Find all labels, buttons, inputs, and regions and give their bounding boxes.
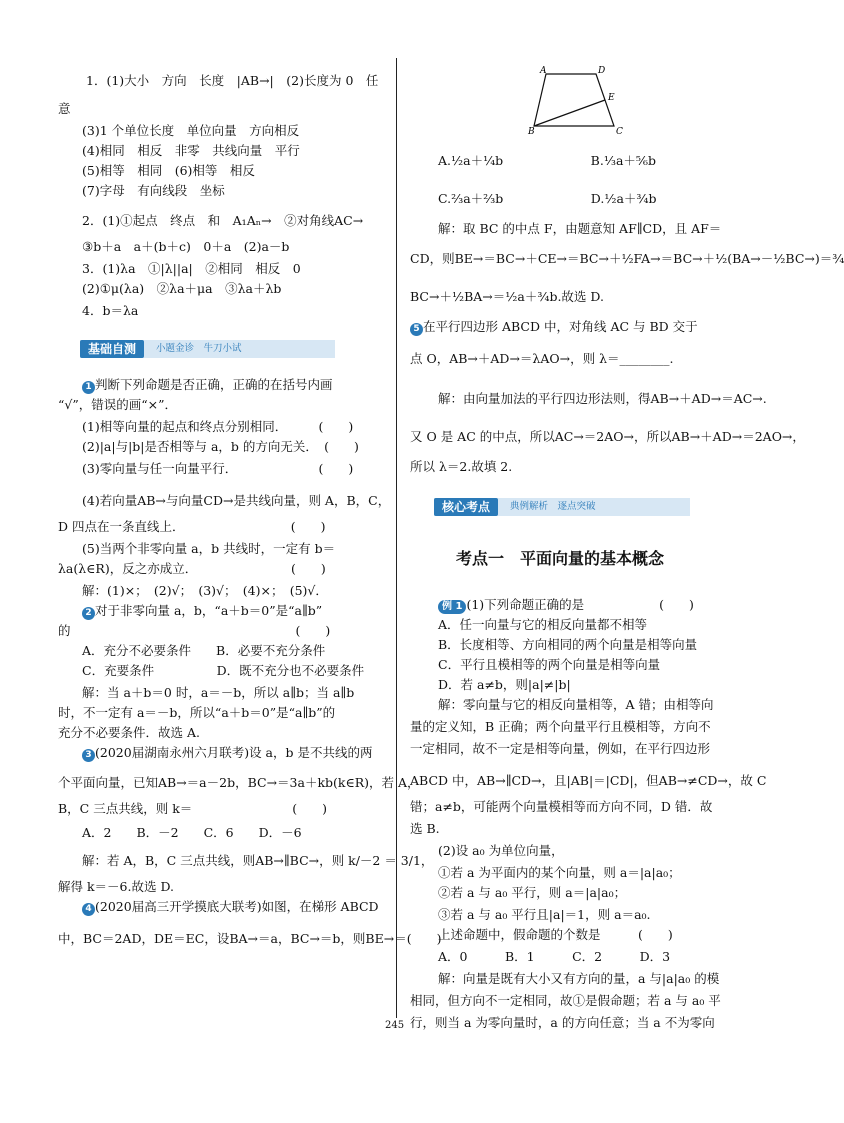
example-badge: 例 1 [438,600,466,614]
answer-line-11: 4．b＝λa [82,303,139,318]
answer-line-6: (7)字母 有向线段 坐标 [82,183,225,198]
question-4-line: 中，BC＝2AD，DE＝EC，设BA→＝a，BC→＝b，则BE→＝( ) [58,931,442,946]
label-a: A [540,66,547,76]
example-1-part2-options: A．0 B．1 C．2 D．3 [438,949,671,964]
question-1-item: (2)|a|与|b|是否相等与 a，b 的方向无关． ( ) [82,439,359,454]
example-1-option: C．平行且模相等的两个向量是相等向量 [438,657,661,672]
question-number-2: 2 [82,607,95,620]
example-1-part2: ②若 a 与 a₀ 平行，则 a＝|a|a₀； [438,885,627,900]
question-5-solution: 解：由向量加法的平行四边形法则，得AB→＋AD→＝AC→. [438,391,767,406]
question-1-item: (4)若向量AB→与向量CD→是共线向量，则 A，B，C， [82,493,391,508]
question-5-text: 在平行四边形 ABCD 中，对角线 AC 与 BD 交于 [423,319,698,334]
example-1-solution: 一定相同，故不一定是相等向量，例如，在平行四边形 [410,741,711,756]
question-3-line: B，C 三点共线，则 k＝ ( ) [58,801,328,816]
question-1-item: (1)相等向量的起点和终点分别相同． ( ) [82,419,354,434]
segment-be [534,100,605,126]
example-1-option: A．任一向量与它的相反向量都不相等 [438,617,648,632]
example-1-option: B．长度相等、方向相同的两个向量是相等向量 [438,637,698,652]
banner-tag: 核心考点 [434,498,498,516]
example-1-solution: 解：零向量与它的相反向量相等，A 错；由相等向 [438,697,714,712]
answer-line-3: (3)1 个单位长度 单位向量 方向相反 [82,123,300,138]
question-2-option: C．充要条件 D．既不充分也不必要条件 [82,663,365,678]
trapezoid-figure [528,64,638,137]
question-1-stem [82,376,333,394]
question-2-line: 的 ( ) [58,623,331,638]
section-title: 考点一 平面向量的基本概念 [456,549,665,568]
question-3-text: (2020届湖南永州六月联考)设 a，b 是不共线的两 [95,745,373,760]
question-1-item: (3)零向量与任一向量平行． ( ) [82,461,354,476]
question-number-1: 1 [82,381,95,394]
question-1-item: D 四点在一条直线上． ( ) [58,519,326,534]
answer-line-10: (2)①μ(λa) ②λa＋μa ③λa＋λb [82,281,282,296]
example-1-solution: 选 B. [410,821,440,836]
answer-line-8: ③b＋a a＋(b＋c) 0＋a (2)a－b [82,239,290,254]
answer-line-4: (4)相同 相反 非零 共线向量 平行 [82,143,300,158]
question-2-stem [82,602,322,620]
question-2-option: A．充分不必要条件 B．必要不充分条件 [82,643,326,658]
example-1-solution: ABCD 中，AB→∥CD→，且|AB|＝|CD|，但AB→≠CD→，故 C [410,773,767,788]
banner-subtitle: 典例解析 逐点突破 [510,501,596,512]
question-number-4: 4 [82,903,95,916]
question-2-solution: 解：当 a＋b＝0 时，a＝－b，所以 a∥b；当 a∥b [82,685,355,700]
question-4-solution: CD，则BE→＝BC→＋CE→＝BC→＋½FA→＝BC→＋½(BA→－½BC→)＝¾ [410,251,844,266]
question-4-options: A.½a＋¼b B.⅓a＋⅚b [438,153,657,168]
question-1-item: λa(λ∈R)，反之亦成立． ( ) [58,561,326,576]
example-1-part2: ①若 a 为平面内的某个向量，则 a＝|a|a₀； [438,865,681,880]
question-4-text: (2020届高三开学摸底大联考)如图，在梯形 ABCD [95,899,379,914]
section-banner-basic [80,340,335,358]
question-2-solution: 时，不一定有 a＝－b，所以“a＋b＝0”是“a∥b”的 [58,705,336,720]
question-1-solution: 解：(1)×； (2)√； (3)√； (4)×； (5)√． [82,583,328,598]
example-1-part2: 上述命题中，假命题的个数是 ( ) [438,927,673,942]
banner-tag: 基础自测 [80,340,144,358]
answer-line-5: (5)相等 相同 (6)相等 相反 [82,163,255,178]
column-divider [396,58,397,1018]
question-3-stem [82,744,372,762]
question-2-text: 对于非零向量 a，b，“a＋b＝0”是“a∥b” [95,603,323,618]
question-number-3: 3 [82,749,95,762]
section-banner-core [434,498,690,516]
question-5-solution: 又 O 是 AC 的中点，所以AC→＝2AO→，所以AB→＋AD→＝2AO→， [410,429,805,444]
trapezoid-shape [534,74,614,126]
label-b: B [528,127,535,137]
question-1-item: (5)当两个非零向量 a，b 共线时，一定有 b＝ [82,541,336,556]
question-5-stem [410,318,698,336]
question-3-solution: 解得 k＝－6.故选 D. [58,879,174,894]
question-number-5: 5 [410,323,423,336]
question-3-options: A．2 B．－2 C．6 D．－6 [82,825,302,840]
question-3-solution: 解：若 A，B，C 三点共线，则AB→∥BC→，则 k/－2 ＝ 3/1， [82,853,434,868]
answer-line-2: 意 [58,101,71,116]
answer-line-7: 2．(1)①起点 终点 和 A₁Aₙ→ ②对角线AC→ [82,213,364,228]
question-4-stem [82,898,379,916]
question-3-line: 个平面向量，已知AB→＝a－2b，BC→＝3a＋kb(k∈R)，若 A， [58,775,420,790]
example-1-solution: 错；a≠b，可能两个向量模相等而方向不同，D 错．故 [410,799,713,814]
example-1-part2-solution: 解：向量是既有大小又有方向的量，a 与|a|a₀ 的模 [438,971,720,986]
question-2-solution: 充分不必要条件．故选 A. [58,725,200,740]
question-5-line: 点 O，AB→＋AD→＝λAO→，则 λ＝________. [410,351,674,366]
label-d: D [598,66,606,76]
example-1-stem [438,596,694,614]
example-1-part2-solution: 相同，但方向不一定相同，故①是假命题；若 a 与 a₀ 平 [410,993,721,1008]
question-1-text: 判断下列命题是否正确，正确的在括号内画 [95,377,333,392]
question-1-line: “√”，错误的画“×”． [58,397,178,412]
example-1-text: (1)下列命题正确的是 ( ) [466,597,694,612]
answer-line-9: 3．(1)λa ①|λ||a| ②相同 相反 0 [82,261,301,276]
label-c: C [616,127,623,137]
answer-line-1: 1．(1)大小 方向 长度 |AB→| (2)长度为 0 任 [86,73,379,88]
banner-subtitle: 小题金诊 牛刀小试 [156,343,242,354]
example-1-solution: 量的定义知，B 正确；两个向量平行且模相等，方向不 [410,719,711,734]
page-number: 245 [385,1020,405,1031]
example-1-part2: (2)设 a₀ 为单位向量， [438,843,564,858]
question-4-solution: BC→＋½BA→＝½a＋¾b.故选 D. [410,289,604,304]
question-4-options: C.⅔a＋⅔b D.½a＋¾b [438,191,657,206]
example-1-option: D．若 a≠b，则|a|≠|b| [438,677,571,692]
example-1-part2-solution: 行，则当 a 为零向量时，a 的方向任意；当 a 不为零向 [410,1015,715,1030]
question-5-solution: 所以 λ＝2.故填 2. [410,459,513,474]
question-4-solution: 解：取 BC 的中点 F，由题意知 AF∥CD，且 AF＝ [438,221,722,236]
example-1-part2: ③若 a 与 a₀ 平行且|a|＝1，则 a＝a₀. [438,907,651,922]
label-e: E [608,93,615,103]
